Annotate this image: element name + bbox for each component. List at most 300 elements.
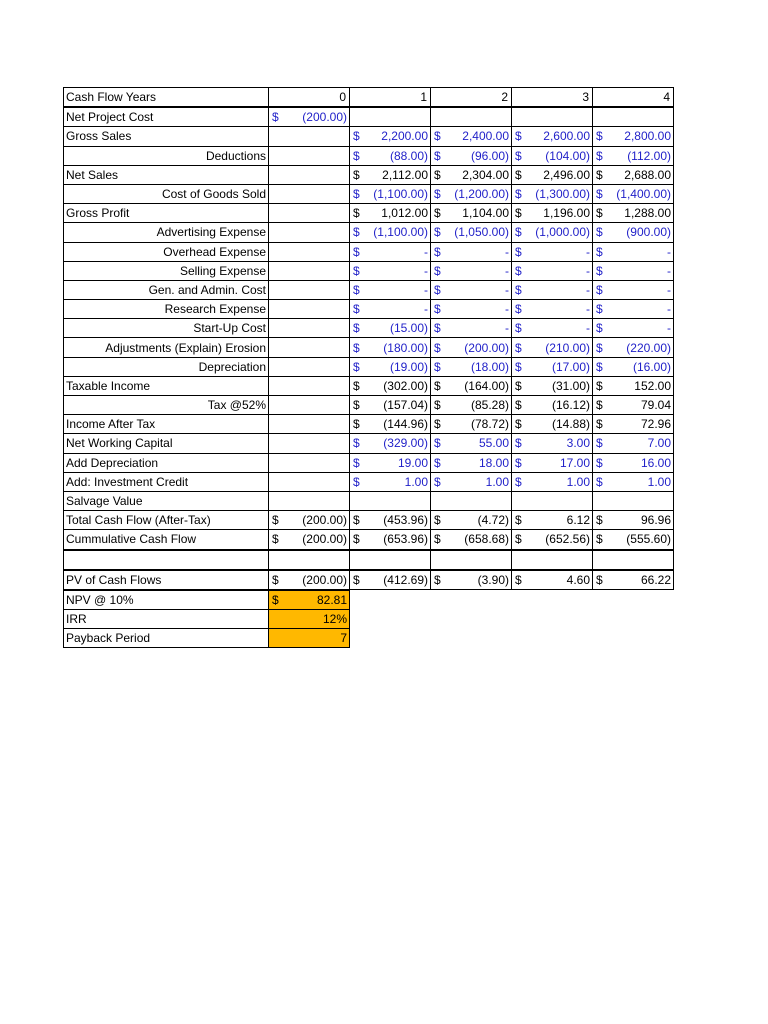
value-cell[interactable]: [350, 434, 431, 453]
value-cell[interactable]: [269, 472, 350, 491]
value-cell[interactable]: [269, 415, 350, 434]
blank-cell: [350, 590, 431, 610]
value-cell[interactable]: [431, 280, 512, 299]
cell-amount: (302.00): [383, 378, 428, 393]
row-label-cell[interactable]: Net Project Cost: [64, 107, 269, 127]
value-cell[interactable]: [512, 184, 593, 203]
cell-amount: (200.00): [302, 532, 347, 547]
value-cell[interactable]: [431, 261, 512, 280]
value-cell[interactable]: [593, 338, 674, 357]
empty-cell[interactable]: [269, 550, 350, 570]
cell-amount: (900.00): [626, 225, 671, 240]
currency-value: [431, 263, 511, 279]
value-cell[interactable]: [431, 127, 512, 146]
value-cell[interactable]: [593, 530, 674, 550]
row-label-cell[interactable]: Adjustments (Explain) Erosion: [64, 338, 269, 357]
row-label-cell[interactable]: Taxable Income: [64, 376, 269, 395]
cell-amount: (180.00): [383, 340, 428, 355]
year-2-header[interactable]: 2: [431, 88, 512, 108]
currency-value: [593, 320, 673, 336]
row-label-cell[interactable]: Gross Sales: [64, 127, 269, 146]
currency-value: [593, 205, 673, 221]
value-cell[interactable]: [431, 204, 512, 223]
currency-symbol: $: [515, 263, 522, 278]
row-label-cell[interactable]: Net Working Capital: [64, 434, 269, 453]
value-cell[interactable]: [512, 223, 593, 242]
summary-label[interactable]: IRR: [64, 610, 269, 629]
cell-amount: -: [505, 302, 509, 317]
currency-symbol: $: [515, 187, 522, 202]
table-row: [64, 472, 674, 491]
value-cell[interactable]: [431, 472, 512, 491]
value-cell[interactable]: [350, 319, 431, 338]
value-cell[interactable]: [512, 300, 593, 319]
value-cell[interactable]: [431, 319, 512, 338]
currency-value: [431, 244, 511, 260]
currency-symbol: $: [434, 282, 441, 297]
cell-amount: 2,688.00: [624, 167, 671, 182]
currency-value: [512, 167, 592, 183]
value-cell[interactable]: [593, 376, 674, 395]
value-cell[interactable]: [350, 491, 431, 510]
currency-symbol: $: [353, 436, 360, 451]
table-row: [64, 453, 674, 472]
value-cell[interactable]: [350, 146, 431, 165]
value-cell[interactable]: [350, 184, 431, 203]
value-cell[interactable]: [593, 570, 674, 590]
value-cell[interactable]: [350, 453, 431, 472]
value-cell[interactable]: [593, 146, 674, 165]
currency-value: [269, 531, 349, 547]
currency-value: [512, 359, 592, 375]
row-label-cell[interactable]: Net Sales: [64, 165, 269, 184]
row-label-cell[interactable]: Selling Expense: [64, 261, 269, 280]
value-cell[interactable]: [269, 338, 350, 357]
currency-symbol: $: [515, 321, 522, 336]
year-3-header[interactable]: 3: [512, 88, 593, 108]
cell-amount: (1,400.00): [616, 187, 671, 202]
value-cell[interactable]: [512, 472, 593, 491]
value-cell[interactable]: [431, 415, 512, 434]
value-cell[interactable]: [593, 184, 674, 203]
value-cell[interactable]: [593, 319, 674, 338]
value-cell[interactable]: [269, 223, 350, 242]
cell-amount: 1,196.00: [543, 206, 590, 221]
value-cell[interactable]: [593, 223, 674, 242]
value-cell[interactable]: [431, 570, 512, 590]
currency-value: [593, 572, 673, 588]
currency-value: [512, 435, 592, 451]
value-cell[interactable]: [431, 165, 512, 184]
value-cell[interactable]: [350, 357, 431, 376]
empty-cell[interactable]: [64, 550, 269, 570]
summary-amount: 82.81: [316, 592, 347, 607]
currency-symbol: $: [515, 167, 522, 182]
currency-value: [593, 512, 673, 528]
value-cell[interactable]: [593, 107, 674, 127]
empty-cell[interactable]: [593, 550, 674, 570]
value-cell[interactable]: [269, 107, 350, 127]
empty-cell[interactable]: [512, 550, 593, 570]
currency-symbol: $: [596, 573, 603, 588]
value-cell[interactable]: [593, 261, 674, 280]
row-label-cell[interactable]: Research Expense: [64, 300, 269, 319]
value-cell[interactable]: [350, 280, 431, 299]
currency-symbol: $: [434, 167, 441, 182]
value-cell[interactable]: [431, 184, 512, 203]
summary-amount: 7: [340, 631, 347, 646]
cell-amount: -: [424, 282, 428, 297]
currency-symbol: $: [515, 340, 522, 355]
cell-amount: 2,600.00: [543, 129, 590, 144]
cell-amount: (1,050.00): [454, 225, 509, 240]
value-cell[interactable]: [512, 338, 593, 357]
cell-amount: -: [424, 244, 428, 259]
value-cell[interactable]: [350, 472, 431, 491]
row-label-cell[interactable]: Cost of Goods Sold: [64, 184, 269, 203]
cell-amount: (329.00): [383, 436, 428, 451]
value-cell[interactable]: [512, 280, 593, 299]
value-cell[interactable]: [512, 434, 593, 453]
currency-symbol: $: [515, 225, 522, 240]
row-label-cell[interactable]: Income After Tax: [64, 415, 269, 434]
table-row: [64, 415, 674, 434]
currency-value: [512, 397, 592, 413]
value-cell[interactable]: [350, 204, 431, 223]
value-cell[interactable]: [512, 396, 593, 415]
row-label-cell[interactable]: Add: Investment Credit: [64, 472, 269, 491]
currency-value: [512, 148, 592, 164]
value-cell[interactable]: [350, 570, 431, 590]
value-cell[interactable]: [269, 280, 350, 299]
currency-symbol: $: [596, 436, 603, 451]
value-cell[interactable]: [512, 415, 593, 434]
table-row: [64, 300, 674, 319]
value-cell[interactable]: [269, 319, 350, 338]
value-cell[interactable]: [350, 300, 431, 319]
cell-amount: -: [505, 244, 509, 259]
value-cell[interactable]: [593, 434, 674, 453]
value-cell[interactable]: [269, 204, 350, 223]
value-cell[interactable]: [593, 511, 674, 530]
currency-value: [431, 416, 511, 432]
cell-amount: (653.96): [383, 532, 428, 547]
summary-label[interactable]: Payback Period: [64, 629, 269, 648]
value-cell[interactable]: [512, 107, 593, 127]
cell-amount: (4.72): [477, 513, 509, 528]
value-cell[interactable]: [431, 338, 512, 357]
blank-cell: [512, 610, 593, 629]
row-label-cell[interactable]: PV of Cash Flows: [64, 570, 269, 590]
value-cell[interactable]: [593, 204, 674, 223]
value-cell[interactable]: [512, 127, 593, 146]
row-label-cell[interactable]: Tax @52%: [64, 396, 269, 415]
value-cell[interactable]: [512, 491, 593, 510]
value-cell[interactable]: [269, 530, 350, 550]
currency-value: [431, 397, 511, 413]
cell-amount: 2,400.00: [462, 129, 509, 144]
row-label-cell[interactable]: Depreciation: [64, 357, 269, 376]
value-cell[interactable]: [350, 376, 431, 395]
value-cell[interactable]: [269, 242, 350, 261]
currency-value: [593, 435, 673, 451]
value-cell[interactable]: [350, 127, 431, 146]
currency-value: [512, 512, 592, 528]
value-cell[interactable]: [350, 530, 431, 550]
currency-symbol: $: [353, 225, 360, 240]
currency-symbol: $: [272, 532, 279, 547]
cell-amount: (1,000.00): [535, 225, 590, 240]
value-cell[interactable]: [593, 300, 674, 319]
value-cell[interactable]: [431, 146, 512, 165]
currency-symbol: $: [515, 436, 522, 451]
value-cell[interactable]: [269, 146, 350, 165]
currency-symbol: $: [353, 321, 360, 336]
value-cell[interactable]: [269, 453, 350, 472]
cell-amount: 1.00: [647, 474, 671, 489]
value-cell[interactable]: [593, 472, 674, 491]
currency-symbol: $: [353, 532, 360, 547]
year-4-header[interactable]: 4: [593, 88, 674, 108]
value-cell[interactable]: [512, 242, 593, 261]
value-cell[interactable]: [350, 511, 431, 530]
value-cell[interactable]: [512, 319, 593, 338]
summary-row: [64, 629, 674, 648]
cell-amount: 6.12: [566, 513, 590, 528]
value-cell[interactable]: [269, 165, 350, 184]
currency-symbol: $: [353, 455, 360, 470]
row-label-cell[interactable]: Cummulative Cash Flow: [64, 530, 269, 550]
row-label-cell[interactable]: Salvage Value: [64, 491, 269, 510]
value-cell[interactable]: [350, 107, 431, 127]
currency-value: [593, 224, 673, 240]
empty-cell[interactable]: [350, 550, 431, 570]
currency-value: [593, 416, 673, 432]
currency-symbol: $: [596, 206, 603, 221]
summary-label[interactable]: NPV @ 10%: [64, 590, 269, 610]
currency-value: [593, 474, 673, 490]
currency-value: [512, 128, 592, 144]
cell-amount: -: [667, 244, 671, 259]
currency-value: [350, 378, 430, 394]
year-1-header[interactable]: 1: [350, 88, 431, 108]
value-cell[interactable]: [350, 415, 431, 434]
blank-cell: [350, 629, 431, 648]
value-cell[interactable]: [512, 261, 593, 280]
header-label-cell[interactable]: Cash Flow Years: [64, 88, 269, 108]
currency-value: [593, 148, 673, 164]
value-cell[interactable]: [593, 242, 674, 261]
value-cell[interactable]: [512, 376, 593, 395]
value-cell[interactable]: [512, 146, 593, 165]
value-cell[interactable]: [269, 357, 350, 376]
value-cell[interactable]: [269, 184, 350, 203]
currency-value: [512, 244, 592, 260]
cell-amount: (1,100.00): [373, 187, 428, 202]
cell-amount: (157.04): [383, 398, 428, 413]
value-cell[interactable]: [431, 107, 512, 127]
value-cell[interactable]: [512, 453, 593, 472]
value-cell[interactable]: [431, 376, 512, 395]
currency-value: [431, 186, 511, 202]
value-cell[interactable]: [431, 434, 512, 453]
currency-symbol: $: [515, 398, 522, 413]
spacer-row: [64, 550, 674, 570]
value-cell[interactable]: [269, 434, 350, 453]
cell-amount: (164.00): [464, 378, 509, 393]
cell-amount: (210.00): [545, 340, 590, 355]
row-label-cell[interactable]: Gross Profit: [64, 204, 269, 223]
value-cell[interactable]: [431, 300, 512, 319]
empty-cell[interactable]: [431, 550, 512, 570]
currency-value: [350, 531, 430, 547]
currency-symbol: $: [515, 474, 522, 489]
cell-amount: 79.04: [640, 398, 671, 413]
currency-symbol: $: [596, 321, 603, 336]
value-cell[interactable]: [593, 396, 674, 415]
value-cell[interactable]: [350, 261, 431, 280]
cell-amount: (1,200.00): [454, 187, 509, 202]
value-cell[interactable]: [593, 357, 674, 376]
currency-symbol: $: [596, 398, 603, 413]
value-cell[interactable]: [350, 165, 431, 184]
currency-value: [350, 224, 430, 240]
currency-symbol: $: [434, 513, 441, 528]
currency-symbol: $: [434, 244, 441, 259]
value-cell[interactable]: [350, 223, 431, 242]
value-cell[interactable]: [431, 491, 512, 510]
row-label-cell[interactable]: Add Depreciation: [64, 453, 269, 472]
currency-symbol: $: [515, 378, 522, 393]
value-cell[interactable]: [431, 511, 512, 530]
value-cell[interactable]: [593, 415, 674, 434]
value-cell[interactable]: [431, 530, 512, 550]
value-cell[interactable]: [512, 511, 593, 530]
currency-symbol: $: [515, 455, 522, 470]
value-cell[interactable]: [512, 357, 593, 376]
value-cell[interactable]: [269, 491, 350, 510]
cell-amount: 72.96: [640, 417, 671, 432]
currency-symbol: $: [434, 455, 441, 470]
currency-value: [512, 340, 592, 356]
currency-symbol: $: [353, 282, 360, 297]
value-cell[interactable]: [512, 530, 593, 550]
summary-value-cell[interactable]: [269, 590, 350, 610]
cell-amount: (15.00): [389, 321, 428, 336]
cell-amount: (200.00): [302, 110, 347, 125]
currency-value: [593, 186, 673, 202]
value-cell[interactable]: [593, 127, 674, 146]
table-row: [64, 223, 674, 242]
currency-value: [512, 531, 592, 547]
row-label-cell[interactable]: Deductions: [64, 146, 269, 165]
currency-value: [431, 128, 511, 144]
currency-value: [431, 435, 511, 451]
row-label-cell[interactable]: Total Cash Flow (After-Tax): [64, 511, 269, 530]
value-cell[interactable]: [431, 453, 512, 472]
cell-amount: -: [586, 282, 590, 297]
value-cell[interactable]: [431, 242, 512, 261]
currency-value: [431, 340, 511, 356]
currency-symbol: $: [434, 206, 441, 221]
row-label-cell[interactable]: Advertising Expense: [64, 223, 269, 242]
cell-amount: -: [505, 321, 509, 336]
currency-value: [512, 224, 592, 240]
value-cell[interactable]: [269, 127, 350, 146]
currency-symbol: $: [353, 263, 360, 278]
row-label-cell[interactable]: Gen. and Admin. Cost: [64, 280, 269, 299]
currency-value: [431, 205, 511, 221]
currency-value: [512, 320, 592, 336]
currency-value: [431, 455, 511, 471]
cell-amount: (88.00): [389, 148, 428, 163]
summary-value-cell[interactable]: [269, 629, 350, 648]
cell-amount: 18.00: [478, 455, 509, 470]
value-cell[interactable]: [350, 338, 431, 357]
currency-symbol: $: [434, 187, 441, 202]
table-row: [64, 570, 674, 590]
cell-amount: -: [667, 302, 671, 317]
cell-amount: (555.60): [626, 532, 671, 547]
blank-cell: [593, 610, 674, 629]
value-cell[interactable]: [269, 396, 350, 415]
currency-value: [593, 167, 673, 183]
row-label-cell[interactable]: Overhead Expense: [64, 242, 269, 261]
value-cell[interactable]: [593, 165, 674, 184]
value-cell[interactable]: [350, 242, 431, 261]
value-cell[interactable]: [512, 204, 593, 223]
blank-cell: [593, 629, 674, 648]
currency-symbol: $: [596, 263, 603, 278]
value-cell[interactable]: [431, 223, 512, 242]
currency-symbol: $: [515, 129, 522, 144]
value-cell[interactable]: [431, 396, 512, 415]
row-label-cell[interactable]: Start-Up Cost: [64, 319, 269, 338]
cell-amount: (453.96): [383, 513, 428, 528]
value-cell[interactable]: [512, 570, 593, 590]
value-cell[interactable]: [431, 357, 512, 376]
cell-amount: -: [586, 244, 590, 259]
year-0-header[interactable]: 0: [269, 88, 350, 108]
currency-symbol: $: [596, 532, 603, 547]
currency-value: [269, 512, 349, 528]
currency-value: [512, 263, 592, 279]
value-cell[interactable]: [269, 570, 350, 590]
summary-value-cell[interactable]: [269, 610, 350, 629]
value-cell[interactable]: [512, 165, 593, 184]
blank-cell: [350, 610, 431, 629]
currency-value: [350, 263, 430, 279]
value-cell[interactable]: [269, 261, 350, 280]
table-row: [64, 280, 674, 299]
currency-symbol: $: [596, 225, 603, 240]
value-cell[interactable]: [269, 300, 350, 319]
value-cell[interactable]: [593, 280, 674, 299]
value-cell[interactable]: [593, 453, 674, 472]
value-cell[interactable]: [350, 396, 431, 415]
value-cell[interactable]: [269, 376, 350, 395]
value-cell[interactable]: [269, 511, 350, 530]
currency-symbol: $: [434, 532, 441, 547]
value-cell[interactable]: [593, 491, 674, 510]
currency-symbol: $: [434, 321, 441, 336]
table-row: [64, 376, 674, 395]
currency-symbol: $: [434, 573, 441, 588]
currency-symbol: $: [272, 110, 279, 125]
summary-value: [269, 630, 349, 646]
currency-value: [512, 186, 592, 202]
currency-value: [593, 244, 673, 260]
